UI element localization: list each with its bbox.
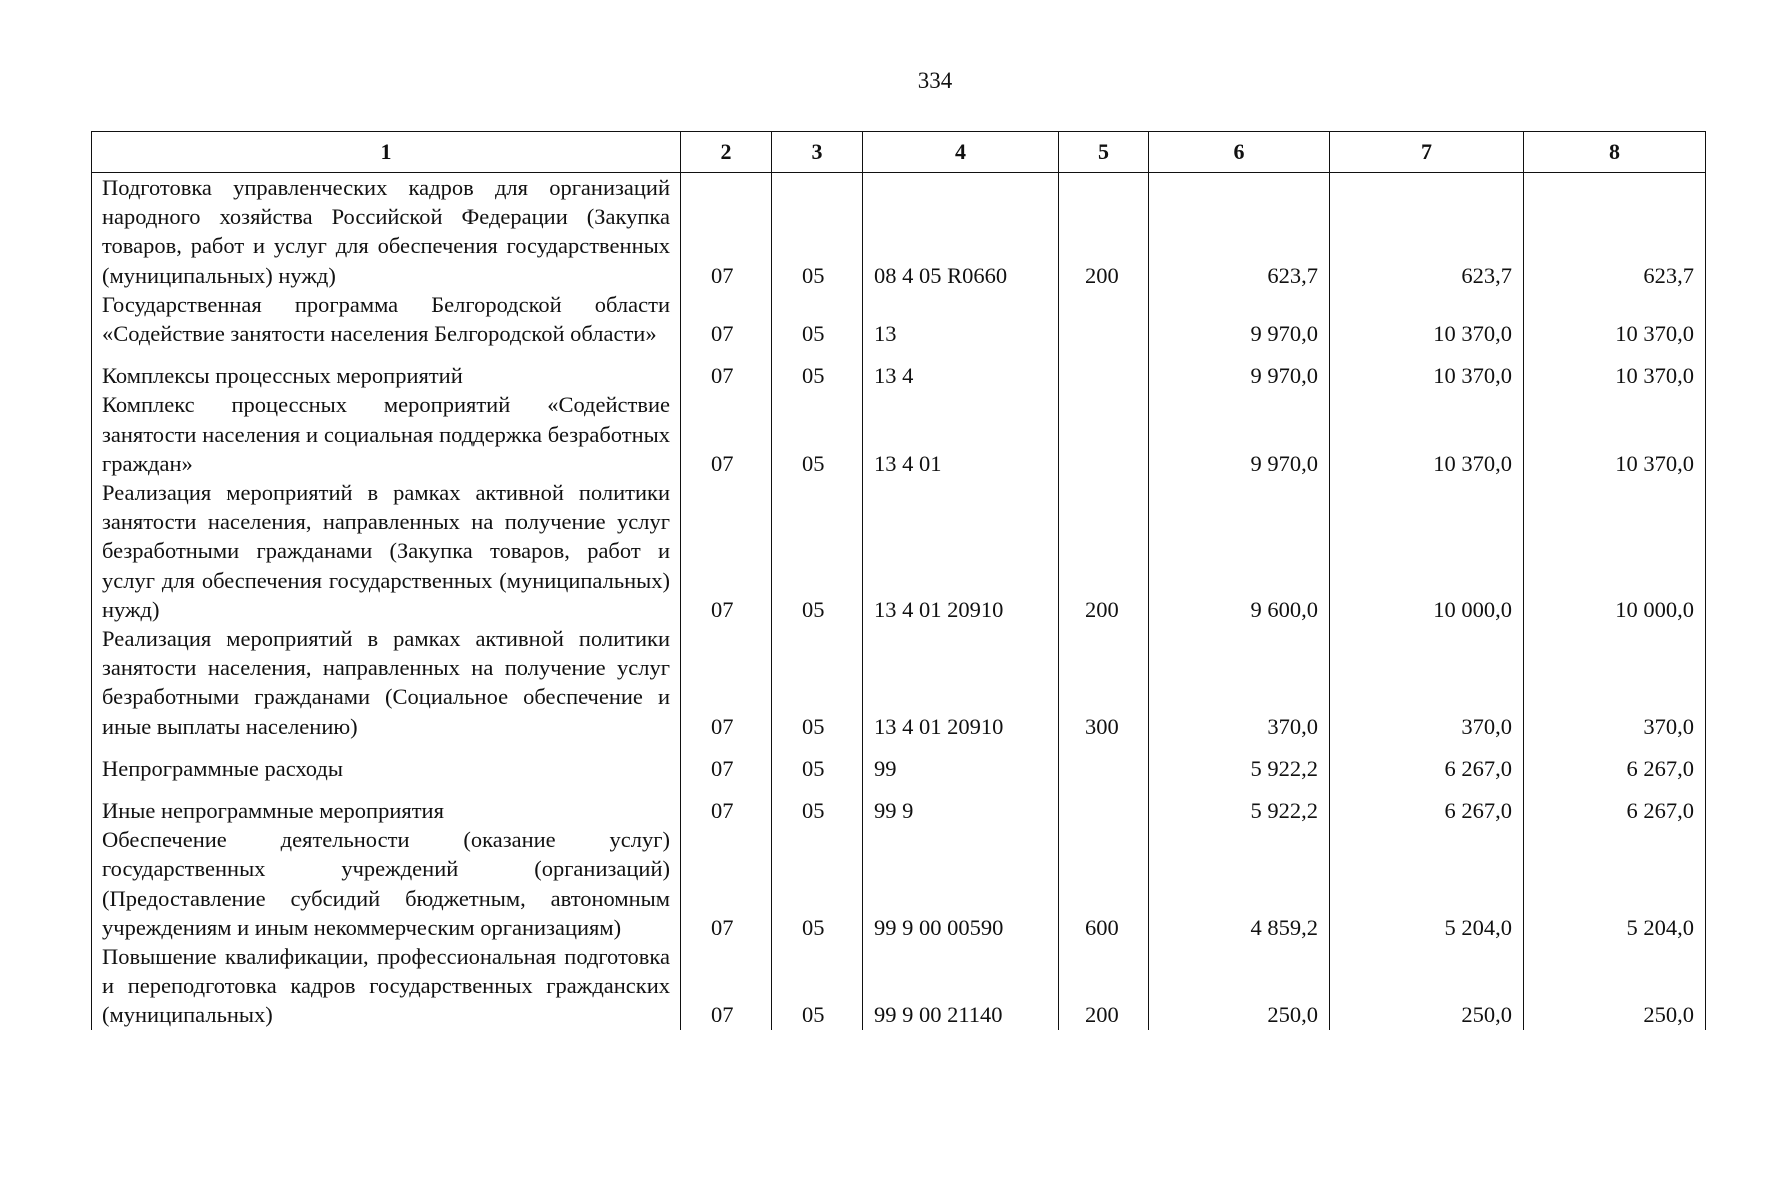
table-row (92, 390, 1706, 478)
header-col-6: 6 (1149, 132, 1330, 173)
row-amount-1: 9 970,0 (1149, 290, 1330, 348)
row-name: Повышение квалификации, профессиональная подготовка и переподготовка кадров государственных гражданских (муниципальных) (92, 942, 681, 1030)
table-body (92, 173, 1706, 1030)
row-name: Реализация мероприятий в рамках активной политики занятости населения, направленных на получение услуг безработными гражданами (Социальное обеспечение и иные выплаты населению) (92, 624, 681, 741)
table-row (92, 173, 1706, 290)
row-amount-3: 6 267,0 (1524, 783, 1706, 825)
row-amount-1: 250,0 (1149, 942, 1330, 1030)
row-amount-3: 623,7 (1524, 173, 1706, 290)
row-subsection: 05 (772, 478, 863, 624)
row-amount-3: 10 370,0 (1524, 290, 1706, 348)
row-subsection: 05 (772, 390, 863, 478)
row-amount-1: 9 600,0 (1149, 478, 1330, 624)
header-col-7: 7 (1330, 132, 1524, 173)
table-row (92, 741, 1706, 783)
table-row (92, 783, 1706, 825)
header-row (92, 132, 1706, 173)
row-name: Подготовка управленческих кадров для организаций народного хозяйства Российской Федерации (Закупка товаров, работ и услуг для обеспечения государственных (муниципальных) нужд) (92, 173, 681, 290)
row-expense-type (1059, 390, 1149, 478)
row-name: Непрограммные расходы (92, 741, 681, 783)
row-expense-type (1059, 783, 1149, 825)
header-col-2: 2 (681, 132, 772, 173)
row-amount-1: 370,0 (1149, 624, 1330, 741)
row-section: 07 (681, 825, 772, 942)
row-amount-1: 9 970,0 (1149, 390, 1330, 478)
row-section: 07 (681, 942, 772, 1030)
row-section: 07 (681, 390, 772, 478)
row-subsection: 05 (772, 348, 863, 390)
row-subsection: 05 (772, 942, 863, 1030)
row-name: Комплекс процессных мероприятий «Содействие занятости населения и социальная поддержка безработных граждан» (92, 390, 681, 478)
table-row (92, 348, 1706, 390)
row-section: 07 (681, 741, 772, 783)
row-expense-type: 300 (1059, 624, 1149, 741)
row-subsection: 05 (772, 290, 863, 348)
row-amount-2: 10 370,0 (1330, 348, 1524, 390)
row-amount-2: 10 370,0 (1330, 390, 1524, 478)
row-target-article: 13 4 01 (863, 390, 1059, 478)
row-expense-type (1059, 741, 1149, 783)
row-subsection: 05 (772, 825, 863, 942)
row-target-article: 13 (863, 290, 1059, 348)
row-target-article: 99 9 00 21140 (863, 942, 1059, 1030)
row-amount-1: 9 970,0 (1149, 348, 1330, 390)
header-col-3: 3 (772, 132, 863, 173)
row-target-article: 08 4 05 R0660 (863, 173, 1059, 290)
header-col-4: 4 (863, 132, 1059, 173)
row-name: Реализация мероприятий в рамках активной политики занятости населения, направленных на получение услуг безработными гражданами (Закупка товаров, работ и услуг для обеспечения государственных (муниципальных) нужд) (92, 478, 681, 624)
row-amount-3: 250,0 (1524, 942, 1706, 1030)
row-section: 07 (681, 173, 772, 290)
page-number: 334 (917, 68, 953, 93)
row-amount-3: 370,0 (1524, 624, 1706, 741)
row-name: Обеспечение деятельности (оказание услуг) государственных учреждений (организаций) (Предоставление субсидий бюджетным, автономным учреждениям и иным некоммерческим организациям) (92, 825, 681, 942)
row-amount-2: 6 267,0 (1330, 783, 1524, 825)
row-amount-3: 10 000,0 (1524, 478, 1706, 624)
row-target-article: 99 (863, 741, 1059, 783)
row-amount-2: 10 370,0 (1330, 290, 1524, 348)
row-section: 07 (681, 624, 772, 741)
row-name: Иные непрограммные мероприятия (92, 783, 681, 825)
row-target-article: 13 4 (863, 348, 1059, 390)
row-target-article: 13 4 01 20910 (863, 624, 1059, 741)
table-row (92, 825, 1706, 942)
budget-table (91, 131, 1706, 1030)
row-section: 07 (681, 290, 772, 348)
table-header (92, 132, 1706, 173)
row-expense-type: 200 (1059, 173, 1149, 290)
row-amount-2: 623,7 (1330, 173, 1524, 290)
row-amount-1: 4 859,2 (1149, 825, 1330, 942)
row-section: 07 (681, 348, 772, 390)
row-subsection: 05 (772, 173, 863, 290)
row-target-article: 13 4 01 20910 (863, 478, 1059, 624)
row-amount-1: 5 922,2 (1149, 741, 1330, 783)
header-col-8: 8 (1524, 132, 1706, 173)
row-amount-1: 623,7 (1149, 173, 1330, 290)
row-expense-type: 600 (1059, 825, 1149, 942)
row-amount-1: 5 922,2 (1149, 783, 1330, 825)
row-expense-type (1059, 348, 1149, 390)
row-amount-2: 5 204,0 (1330, 825, 1524, 942)
row-name: Государственная программа Белгородской области «Содействие занятости населения Белгородской области» (92, 290, 681, 348)
header-col-1: 1 (92, 132, 681, 173)
row-amount-3: 6 267,0 (1524, 741, 1706, 783)
row-amount-2: 370,0 (1330, 624, 1524, 741)
row-expense-type: 200 (1059, 942, 1149, 1030)
table-row (92, 290, 1706, 348)
table-row (92, 478, 1706, 624)
row-amount-2: 10 000,0 (1330, 478, 1524, 624)
row-subsection: 05 (772, 783, 863, 825)
row-amount-3: 10 370,0 (1524, 348, 1706, 390)
table-row (92, 942, 1706, 1030)
row-subsection: 05 (772, 624, 863, 741)
row-amount-3: 5 204,0 (1524, 825, 1706, 942)
row-expense-type (1059, 290, 1149, 348)
row-target-article: 99 9 (863, 783, 1059, 825)
row-amount-2: 6 267,0 (1330, 741, 1524, 783)
row-section: 07 (681, 478, 772, 624)
row-amount-2: 250,0 (1330, 942, 1524, 1030)
row-amount-3: 10 370,0 (1524, 390, 1706, 478)
row-name: Комплексы процессных мероприятий (92, 348, 681, 390)
header-col-5: 5 (1059, 132, 1149, 173)
row-section: 07 (681, 783, 772, 825)
row-target-article: 99 9 00 00590 (863, 825, 1059, 942)
row-subsection: 05 (772, 741, 863, 783)
table-row (92, 624, 1706, 741)
row-expense-type: 200 (1059, 478, 1149, 624)
